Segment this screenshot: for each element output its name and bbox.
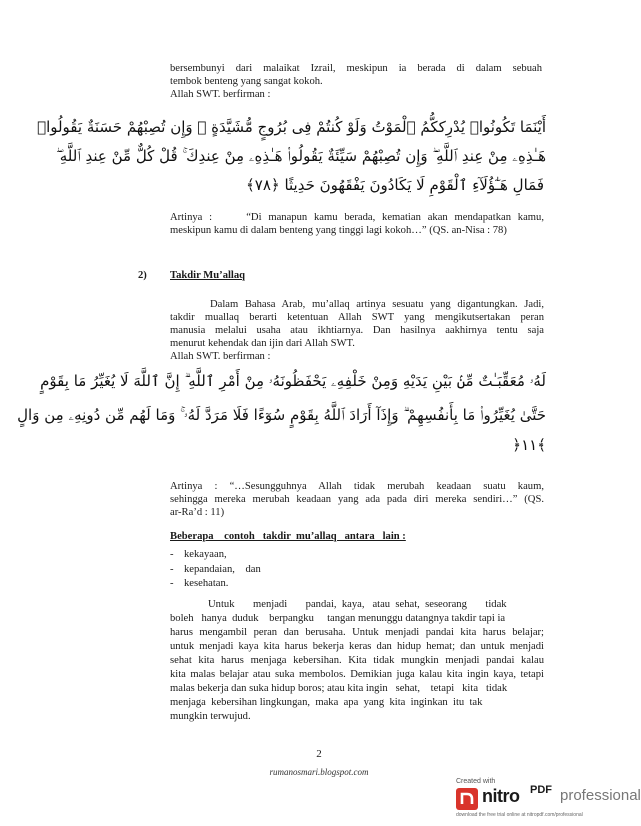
text-line: manusia melalui usaha atau ikhtiarnya. Dan hasilnya aakhirnya tentu saja <box>170 325 544 336</box>
arabic-verse-line: هَـٰذِهِۦ مِنْ عِندِ ٱللَّهِ ۖ وَإِن تُصِبْهُمْ سَيِّئَةٌ يَقُولُوا۟ هَـٰذِهِۦ مِنْ عِندِكَ ۚ قُلْ كُلٌّ مِّنْ عِندِ ٱللَّهِ ۖ <box>55 147 546 165</box>
text-line: mungkin terwujud. <box>170 711 251 722</box>
text-line: meskipun kamu di dalam benteng yang tinggi lagi kokoh…” (QS. an-Nisa : 78) <box>170 225 507 236</box>
list-item: - kepandaian, dan <box>170 563 261 578</box>
text-line: Artinya : “…Sesungguhnya Allah tidak merubah keadaan suatu kaum, <box>170 481 544 492</box>
text-line: Artinya : “Di manapun kamu berada, kematian akan mendapatkan kamu, <box>170 212 544 223</box>
list-item: - kesehatan. <box>170 577 261 592</box>
paragraph-examples <box>170 598 544 724</box>
arabic-verse-line: لَهُۥ مُعَقِّبَـٰتٌ مِّنۢ بَيْنِ يَدَيْهِ وَمِنْ خَلْفِهِۦ يَحْفَظُونَهُۥ مِنْ أَمْرِ ٱللَّهِ ۗ إِنَّ ٱللَّهَ لَا يُغَيِّرُ مَا بِقَوْمٍ <box>40 372 546 390</box>
text-line: sehingga mereka merubah keadaan yang ada pada diri mereka sendiri…” (QS. <box>170 494 544 505</box>
translation-ar-rad <box>170 480 544 519</box>
list-item: - kekayaan, <box>170 548 261 563</box>
arabic-verse-number: ﴿١١﴾ <box>512 436 546 454</box>
examples-heading: Beberapa contoh takdir mu’allaq antara lain : <box>170 531 406 542</box>
arabic-verse-line: أَيْنَمَا تَكُونُوا۟ يُدْرِككُّمُ ٱلْمَوْتُ وَلَوْ كُنتُمْ فِى بُرُوجٍ مُّشَيَّدَةٍ ۗ وَإِن تُصِبْهُمْ حَسَنَةٌ يَقُولُوا۟ <box>37 118 546 136</box>
section-number: 2) <box>138 270 147 281</box>
text-line: takdir muallaq berarti ketentuan Allah SWT yang mengikutsertakan peran <box>170 312 544 323</box>
nitro-logo-icon <box>456 788 478 810</box>
text-line: Untuk menjadi pandai, kaya, atau sehat, seseorang tidak <box>208 599 507 610</box>
footer-url: rumanosmari.blogspot.com <box>269 767 369 777</box>
text-line: bersembunyi dari malaikat Izrail, meskipun ia berada di dalam sebuah <box>170 63 542 74</box>
nitro-download-text: download the free trial online at nitropdf.com/professional <box>456 812 583 818</box>
text-line: Dalam Bahasa Arab, mu’allaq artinya sesuatu yang digantungkan. Jadi, <box>210 299 544 310</box>
text-line: menurut kehendak dan ijin dari Allah SWT. <box>170 338 355 349</box>
text-line: harus mengambil peran dan berusaha. Untuk menjadi pandai kita harus belajar; <box>170 627 544 638</box>
text-line: Allah SWT. berfirman : <box>170 89 271 100</box>
paragraph-intro <box>170 62 542 101</box>
examples-list <box>170 548 261 592</box>
section-title: Takdir Mu’allaq <box>170 270 246 281</box>
nitro-watermark <box>446 778 641 822</box>
nitro-pdf-label: PDF <box>530 784 552 796</box>
nitro-created-with: Created with <box>456 778 496 785</box>
arabic-verse-line: فَمَالِ هَـٰٓؤُلَآءِ ٱلْقَوْمِ لَا يَكَادُونَ يَفْقَهُونَ حَدِيثًا ﴿٧٨﴾ <box>245 176 544 194</box>
text-line: untuk menjadi kaya kita harus bekerja keras dan hidup hemat; dan untuk menjadi <box>170 641 544 652</box>
translation-an-nisa <box>170 211 544 237</box>
text-line: sehat kita harus menjaga kebersihan. Kita tidak mungkin menjadi pandai kalau <box>170 655 544 666</box>
arabic-verse-line: حَتَّىٰ يُغَيِّرُوا۟ مَا بِأَنفُسِهِمْ ۗ وَإِذَآ أَرَادَ ٱللَّهُ بِقَوْمٍ سُوٓءًا فَلَا مَرَدَّ لَهُۥ ۚ وَمَا لَهُم مِّن دُونِهِۦ مِن وَالٍ <box>17 406 546 424</box>
text-line: ar-Ra’d : 11) <box>170 507 225 518</box>
page-number: 2 <box>316 748 322 760</box>
text-line: boleh hanya duduk berpangku tangan menunggu datangnya takdir tapi ia <box>170 613 506 624</box>
nitro-edition: professional <box>560 787 641 804</box>
text-line: Allah SWT. berfirman : <box>170 351 271 362</box>
paragraph-muallaq <box>170 298 544 363</box>
text-line: menjaga kebersihan lingkungan, maka apa yang kita inginkan itu tak <box>170 697 483 708</box>
nitro-brand: nitro <box>482 786 520 806</box>
text-line: tembok benteng yang sangat kokoh. <box>170 76 323 87</box>
text-line: kita malas belajar atau suka membolos. Demikian juga kalau kita ingin kaya, tetapi <box>170 669 544 680</box>
text-line: malas bekerja dan suka hidup boros; atau kita ingin sehat, tetapi kita tidak <box>170 683 508 694</box>
